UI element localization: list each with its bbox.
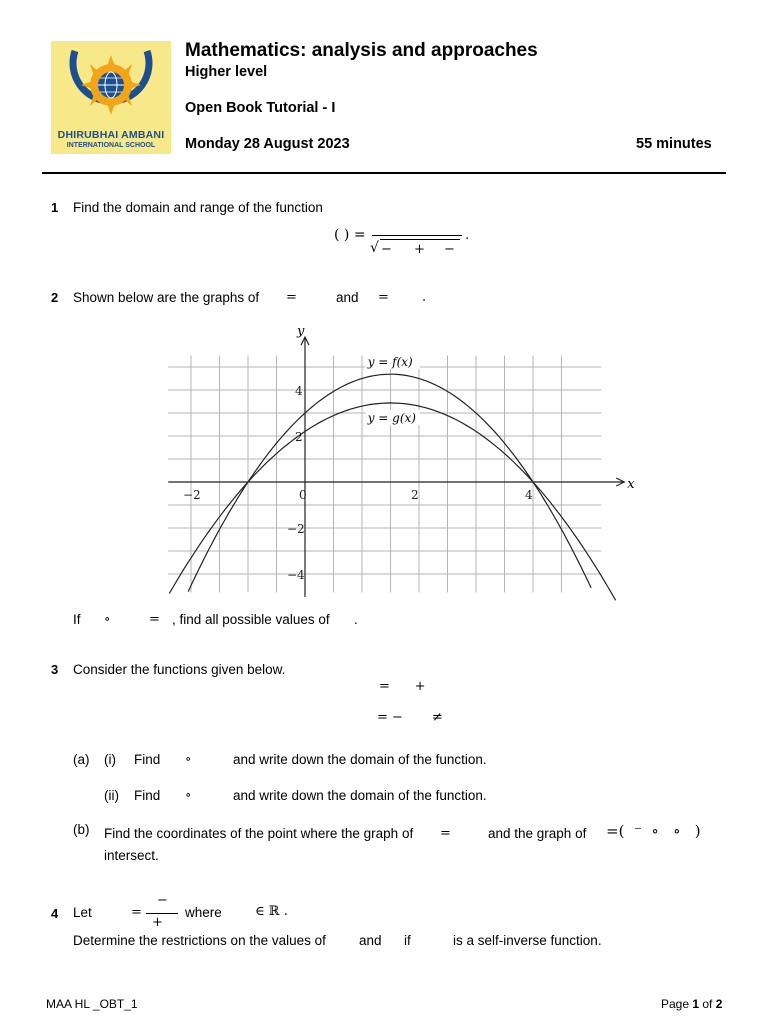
q1-root-bar bbox=[380, 239, 460, 240]
question-2-number: 2 bbox=[51, 290, 59, 305]
page-of: of bbox=[699, 997, 716, 1011]
q3-part-b-label: (b) bbox=[73, 822, 90, 837]
x-axis-label: x bbox=[627, 477, 635, 492]
curve-f-label: y = f(x) bbox=[367, 354, 413, 369]
q3-f-definition: = + bbox=[379, 679, 426, 694]
q3-a-i-find: Find bbox=[134, 752, 161, 767]
footer-code: MAA HL _OBT_1 bbox=[46, 997, 138, 1011]
footer-page-number bbox=[661, 997, 722, 1011]
x-tick-label: 4 bbox=[525, 488, 533, 502]
q2-eq-2: = bbox=[378, 290, 389, 305]
q1-period: . bbox=[465, 228, 470, 243]
question-4-number: 4 bbox=[51, 906, 59, 921]
q4-eq: = bbox=[131, 905, 142, 920]
total-pages: 2 bbox=[715, 997, 723, 1011]
q3-b-text-2: intersect. bbox=[104, 848, 159, 863]
q3-a-i-text: and write down the domain of the function. bbox=[233, 752, 487, 767]
q3-part-a-i-label: (i) bbox=[104, 752, 116, 767]
q1-function-lhs: ( ) = bbox=[334, 227, 366, 243]
paper-title: Mathematics: analysis and approaches bbox=[185, 40, 538, 61]
y-axis-label: y bbox=[297, 324, 305, 340]
q4-line2-b: is a self-inverse function. bbox=[453, 933, 602, 948]
q3-g-definition: = − ≠ bbox=[377, 710, 443, 725]
q3-b-eq-1: = bbox=[440, 826, 451, 841]
header-divider bbox=[42, 172, 726, 174]
exam-date: Monday 28 August 2023 bbox=[185, 136, 350, 152]
q3-a-ii-circ: ∘ bbox=[185, 788, 192, 803]
q4-line2-a: Determine the restrictions on the values of bbox=[73, 933, 326, 948]
q4-in-reals: ∈ ℝ . bbox=[255, 904, 288, 919]
q4-fraction-bar bbox=[146, 913, 178, 914]
y-tick-label: −2 bbox=[287, 522, 305, 536]
q2-find-text: , find all possible values of bbox=[172, 612, 330, 627]
q2-end-period: . bbox=[354, 612, 358, 627]
paper-level: Higher level bbox=[185, 64, 268, 80]
x-tick-label: 2 bbox=[411, 488, 419, 502]
curve-g-label: y = g(x) bbox=[367, 411, 416, 426]
question-3-text: Consider the functions given below. bbox=[73, 662, 286, 677]
x-tick-label: 0 bbox=[299, 488, 307, 502]
graph-curves bbox=[169, 354, 615, 600]
q4-denominator: + bbox=[152, 915, 163, 930]
q2-composition-symbol: ∘ bbox=[104, 612, 111, 627]
question-3-number: 3 bbox=[51, 662, 59, 677]
q3-a-i-circ: ∘ bbox=[185, 752, 192, 767]
x-tick-label: −2 bbox=[183, 488, 201, 502]
page-prefix: Page bbox=[661, 997, 693, 1011]
q3-b-text: Find the coordinates of the point where the graph of bbox=[104, 826, 414, 841]
q3-b-and-text: and the graph of bbox=[488, 826, 587, 841]
function-graph bbox=[160, 322, 635, 600]
q4-line2-and: and bbox=[359, 933, 382, 948]
q2-equals: = bbox=[149, 612, 160, 627]
school-name-line1: DHIRUBHAI AMBANI bbox=[57, 129, 165, 141]
tutorial-name: Open Book Tutorial - I bbox=[185, 100, 336, 116]
current-page: 1 bbox=[692, 997, 700, 1011]
q4-line2-if: if bbox=[404, 933, 411, 948]
q2-and: and bbox=[336, 290, 359, 305]
curve-f bbox=[188, 374, 591, 591]
q1-root-sign: √ bbox=[370, 240, 379, 256]
q3-a-ii-find: Find bbox=[134, 788, 161, 803]
q4-where: where bbox=[185, 905, 222, 920]
y-tick-label: −4 bbox=[287, 568, 305, 582]
q1-den-term-c: − bbox=[444, 242, 455, 257]
school-name-line2: INTERNATIONAL SCHOOL bbox=[66, 142, 156, 149]
q4-numerator: − bbox=[157, 893, 168, 908]
q1-den-term-b: + bbox=[414, 242, 425, 257]
q3-a-ii-text: and write down the domain of the function. bbox=[233, 788, 487, 803]
school-emblem-icon bbox=[51, 41, 171, 129]
q3-part-a-label: (a) bbox=[73, 752, 90, 767]
question-1-number: 1 bbox=[51, 200, 59, 215]
graph-tick-labels bbox=[183, 384, 533, 582]
q2-eq-1: = bbox=[286, 290, 297, 305]
question-2-text: Shown below are the graphs of bbox=[73, 290, 260, 305]
y-tick-label: 4 bbox=[295, 384, 303, 398]
q2-period: . bbox=[422, 290, 427, 305]
q1-fraction-bar bbox=[372, 235, 462, 236]
y-tick-label: 2 bbox=[295, 430, 303, 444]
q4-let: Let bbox=[73, 905, 92, 920]
exam-duration: 55 minutes bbox=[636, 136, 712, 152]
question-1-text: Find the domain and range of the function bbox=[73, 200, 323, 215]
school-logo bbox=[51, 41, 171, 154]
q3-part-a-ii-label: (ii) bbox=[104, 788, 119, 803]
graph-grid bbox=[168, 356, 601, 593]
q3-b-eq-2: =( ⁻ ∘ ∘ ) bbox=[606, 822, 701, 840]
q2-if: If bbox=[73, 612, 81, 627]
q1-den-term-a: − bbox=[381, 242, 392, 257]
